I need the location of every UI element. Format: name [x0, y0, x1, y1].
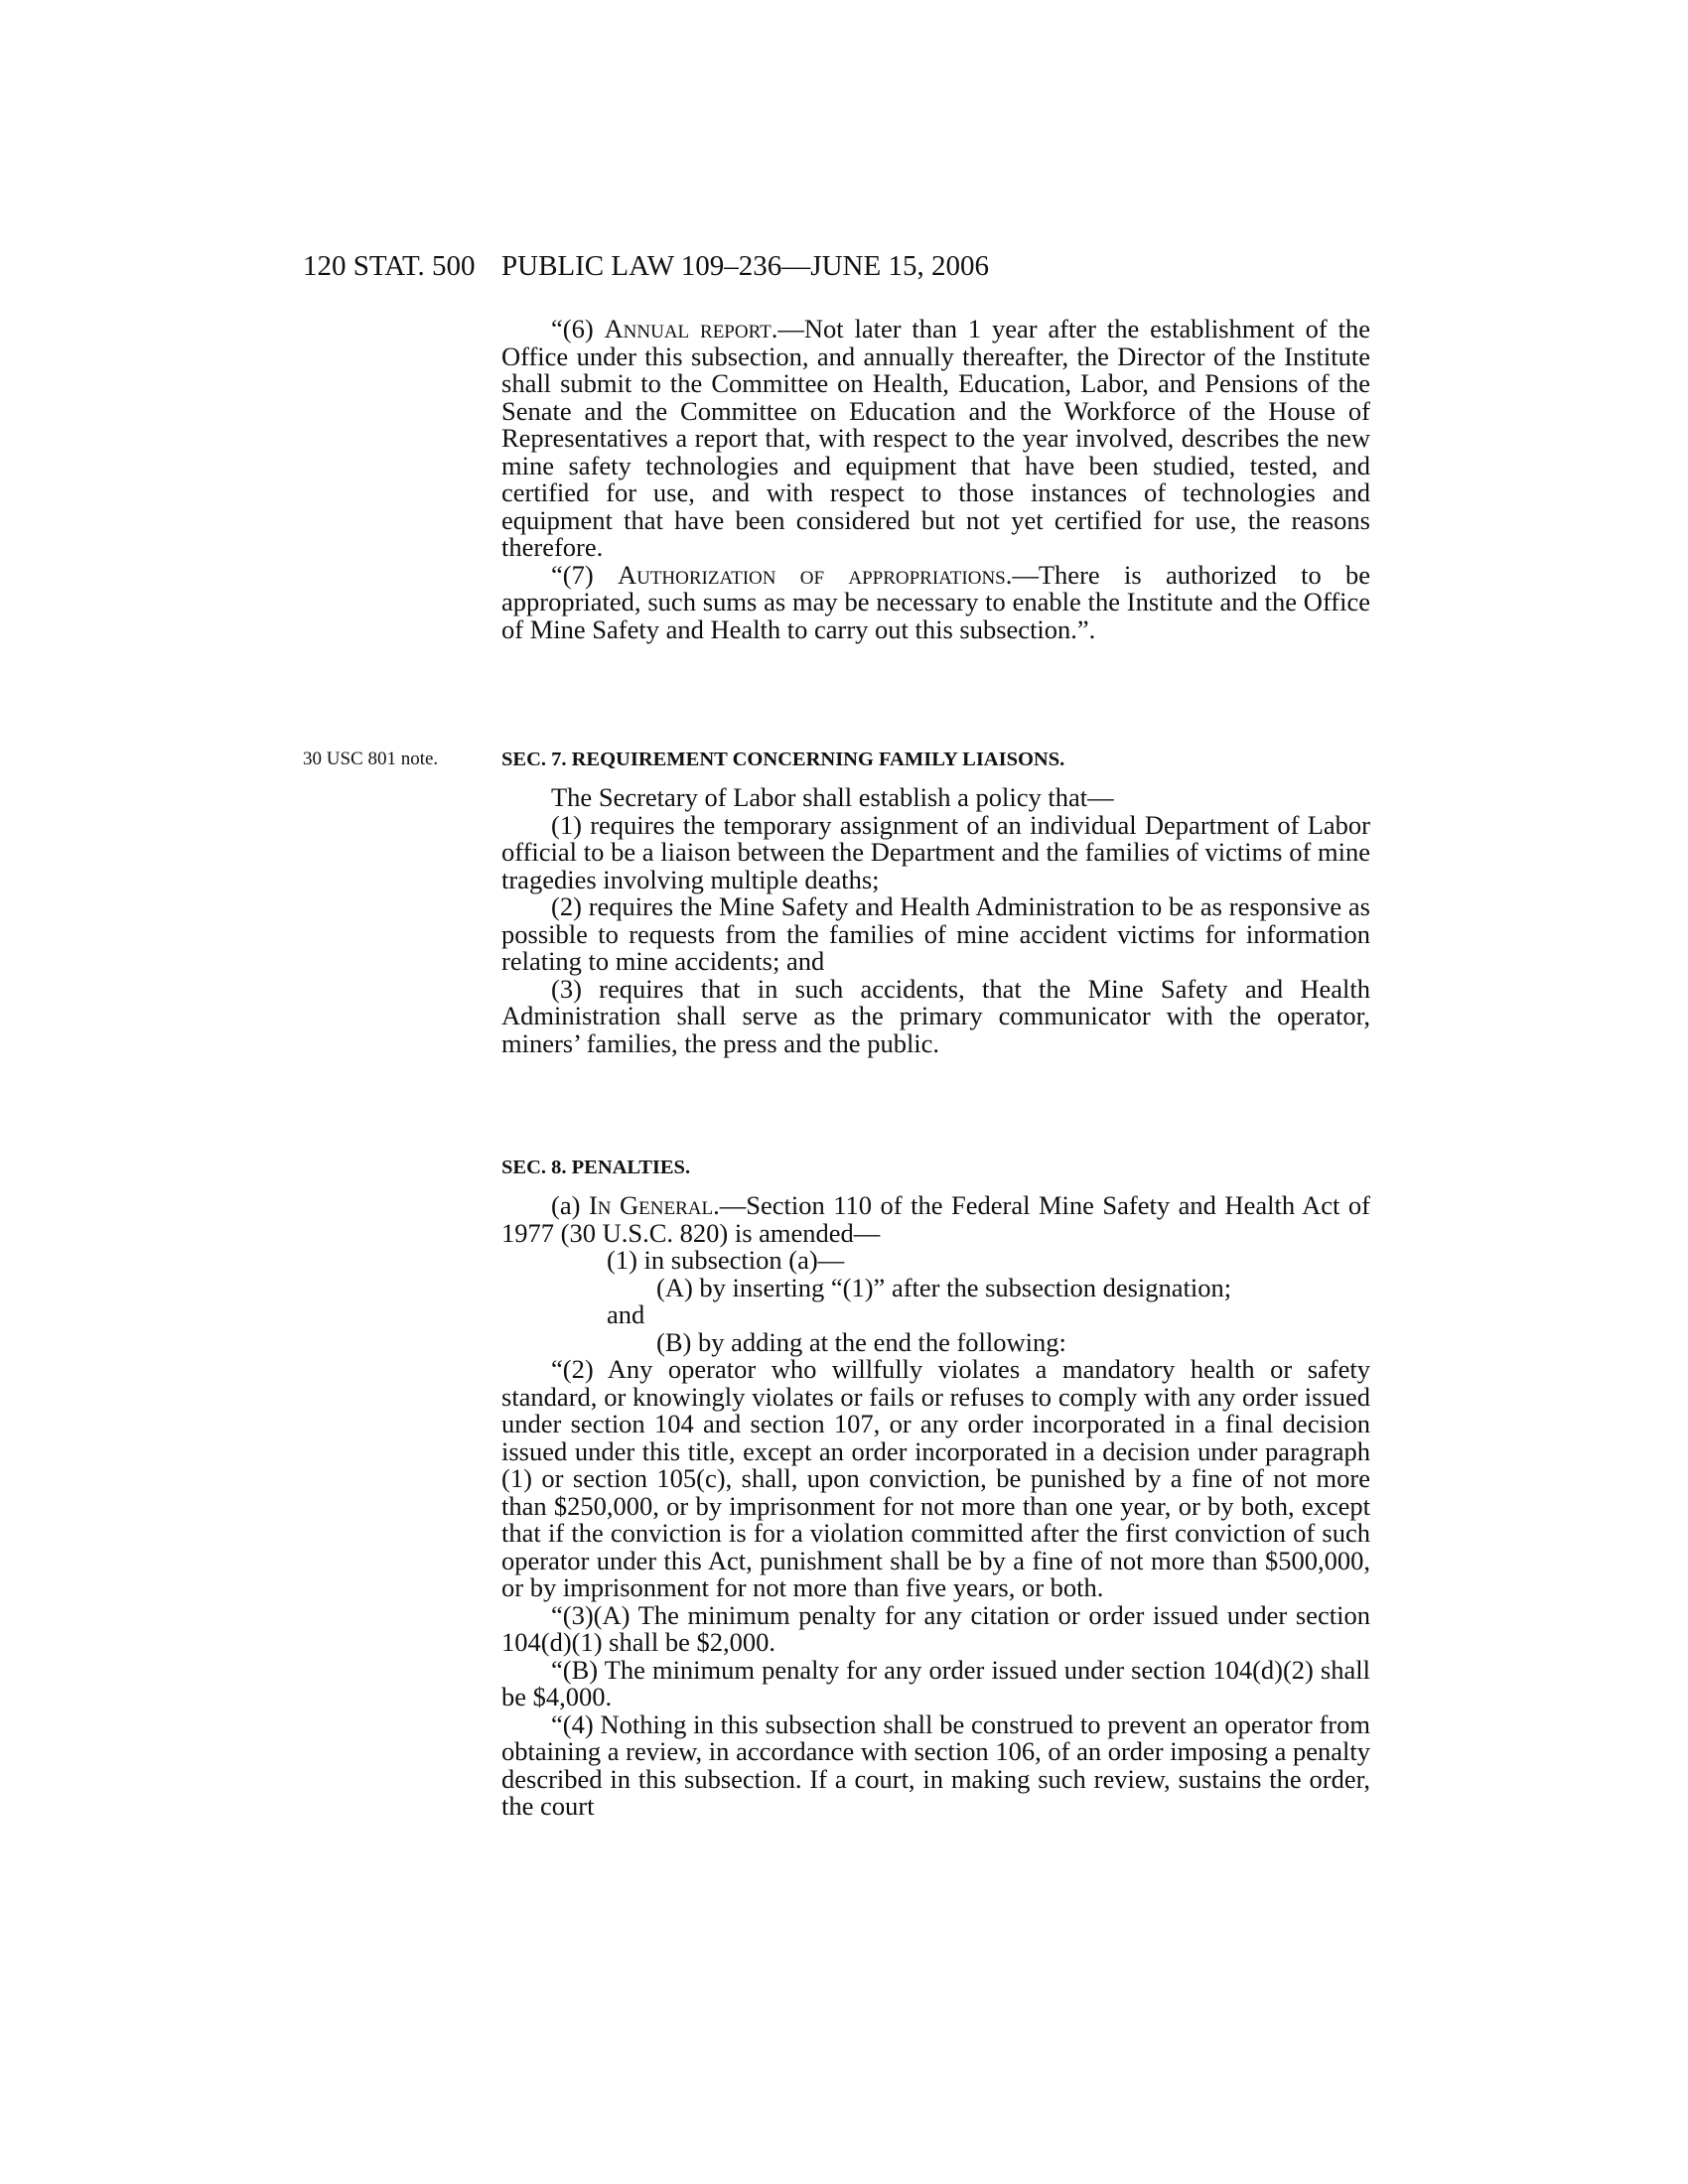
authorization-heading: Authorization of appropriations — [617, 559, 1006, 590]
law-title: PUBLIC LAW 109–236—JUNE 15, 2006 — [501, 250, 989, 282]
section-8-paragraph-2: “(2) Any operator who willfully violates a mandatory health or safety standard, or knowingly violates or fails or refuses to comply with any order issued under section 104 and section 107, or any order incorporated in a final decision issued under this title, except an order incorporated in a decision under paragraph (1) or section 105(c), shall, upon conviction, be punished by a fine of not more than $250,000, or by imprisonment for not more than one year, or by both, except that if the conviction is for a violation committed after the first conviction of such operator under this Act, punishment shall be by a fine of not more than $500,000, or by imprisonment for not more than five years, or both. — [501, 1354, 1370, 1602]
section-8-subparagraph-a: (A) by inserting “(1)” after the subsection designation; — [656, 1272, 1232, 1302]
annual-report-heading: Annual report — [604, 314, 772, 343]
page-header — [303, 246, 1370, 286]
in-general-heading: In General — [588, 1190, 714, 1220]
paragraph-annual-report: “(6) Annual report.—Not later than 1 year after the establishment of the Office under this subsection, and annually thereafter, the Director of the Institute shall submit to the Committee on Health, Education, Labor, and Pensions of the Senate and the Committee on Education and the Workforce of the House of Representatives a report that, with respect to the year involved, describes the new mine safety technologies and equipment that have been studied, tested, and certified for use, and with respect to those instances of technologies and equipment that have been considered but not yet certified for use, the reasons therefore. — [501, 314, 1370, 562]
continuation-block — [501, 316, 1370, 643]
section-8-paragraph-4: “(4) Nothing in this subsection shall be construed to prevent an operator from obtaining a review, in accordance with section 106, of an order imposing a penalty described in this subsection. If a court, in making such review, sustains the order, the court — [501, 1708, 1370, 1821]
section-8-subparagraph-a-cont: and — [607, 1299, 645, 1329]
stat-page-number: 120 STAT. 500 — [303, 250, 476, 282]
paragraph-authorization: “(7) Authorization of appropriations.—There is authorized to be appropriated, such sums as may be necessary to enable the Institute and the Office of Mine Safety and Health to carry out this subsection.”. — [501, 559, 1371, 644]
section-7-item-3: (3) requires that in such accidents, that the Mine Safety and Health Administration shall serve as the primary communicator with the operator, miners’ families, the press and the public. — [501, 973, 1370, 1058]
section-8-paragraph-3a: “(3)(A) The minimum penalty for any citation or order issued under section 104(d)(1) shall be $2,000. — [501, 1599, 1370, 1657]
section-8-general: (a) In General.—Section 110 of the Federal Mine Safety and Health Act of 1977 (30 U.S.C. 820) is amended— — [501, 1190, 1370, 1248]
section-7-heading: SEC. 7. REQUIREMENT CONCERNING FAMILY LIAISONS. — [501, 749, 1065, 770]
section-7-item-1: (1) requires the temporary assignment of an individual Department of Labor official to be a liaison between the Department and the families of victims of mine tragedies involving multiple deaths; — [501, 809, 1370, 894]
section-7 — [501, 747, 1370, 1057]
section-8-heading: SEC. 8. PENALTIES. — [501, 1157, 691, 1178]
section-8-subsection-1: (1) in subsection (a)— — [607, 1245, 845, 1275]
section-8-paragraph-3b: “(B) The minimum penalty for any order issued under section 104(d)(2) shall be $4,000. — [501, 1654, 1370, 1711]
margin-note: 30 USC 801 note. — [303, 749, 439, 769]
section-8 — [501, 1155, 1370, 1821]
section-7-intro: The Secretary of Labor shall establish a policy that— — [551, 782, 1114, 812]
section-7-item-2: (2) requires the Mine Safety and Health Administration to be as responsive as possible to requests from the families of mine accident victims for information relating to mine accidents; and — [501, 891, 1370, 976]
section-8-subparagraph-b: (B) by adding at the end the following: — [656, 1326, 1066, 1357]
